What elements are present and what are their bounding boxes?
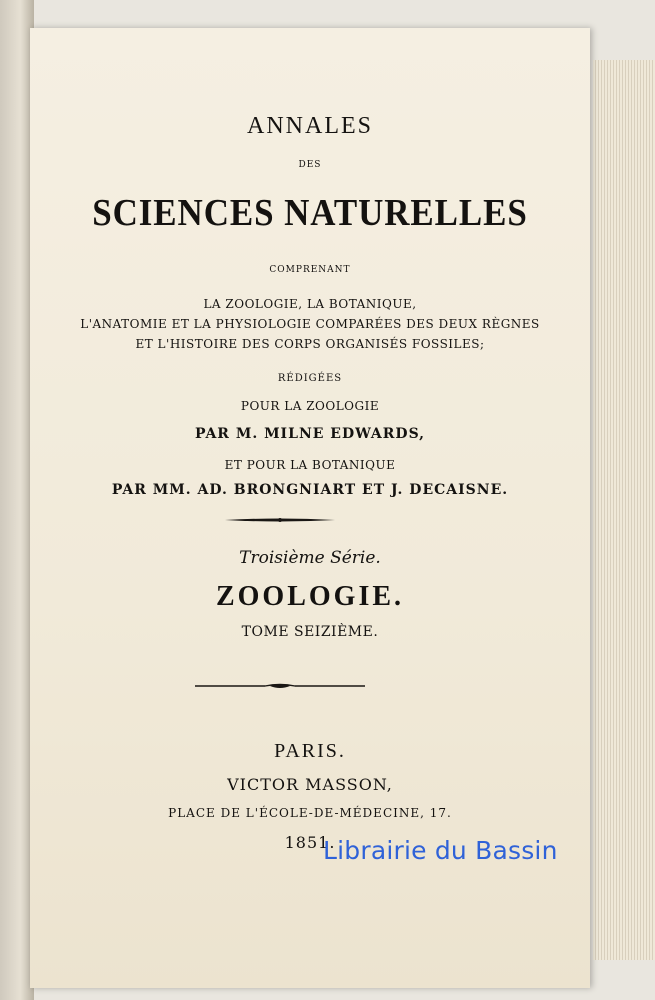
heading-des: DES [298,160,322,170]
series-label: Troisième Série. [239,548,381,568]
pour-botanique-label: ET POUR LA BOTANIQUE [224,458,396,472]
ornament-rule-bottom [195,683,365,689]
comprenant-label: COMPRENANT [269,265,351,275]
imprint-address: PLACE DE L'ÉCOLE-DE-MÉDECINE, 17. [168,806,452,820]
main-title: SCIENCES NATURELLES [92,192,528,234]
facing-page-edge [0,0,34,1000]
subtitle-line-2: L'ANATOMIE ET LA PHYSIOLOGIE COMPARÉES DES DEUX RÈGNES [80,317,540,331]
watermark-text: Librairie du Bassin [323,836,558,865]
page-block-edge [593,60,655,960]
heading-annales: ANNALES [247,113,373,139]
pour-zoologie-label: POUR LA ZOOLOGIE [240,399,380,413]
ornament-rule-top [225,517,335,523]
volume-label: TOME SEIZIÈME. [241,624,379,640]
imprint-city: PARIS. [274,740,346,762]
subtitle-line-1: LA ZOOLOGIE, LA BOTANIQUE, [203,297,417,311]
subtitle-line-3: ET L'HISTOIRE DES CORPS ORGANISÉS FOSSILES; [135,337,485,351]
imprint-publisher: VICTOR MASSON, [227,775,393,794]
imprint-year: 1851. [284,833,336,852]
redigees-label: RÉDIGÉES [277,373,343,384]
section-title: ZOOLOGIE. [215,581,405,612]
botany-editors: PAR MM. AD. BRONGNIART ET J. DECAISNE. [111,482,509,498]
zoology-editor: PAR M. MILNE EDWARDS, [194,426,426,442]
